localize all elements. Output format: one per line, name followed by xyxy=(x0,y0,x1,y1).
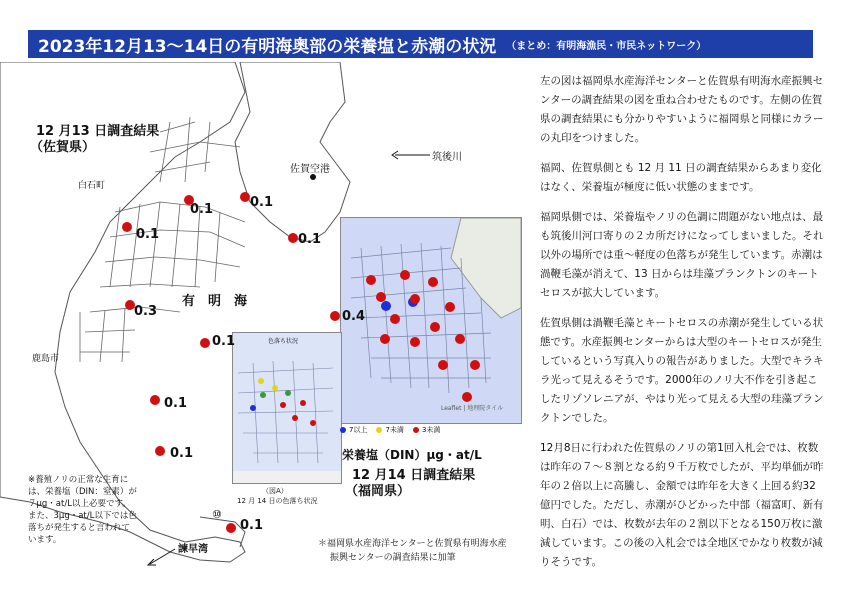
inset-a-dot-3 xyxy=(260,392,266,398)
saga-dot xyxy=(226,523,236,533)
fukuoka-dot xyxy=(430,322,440,332)
fukuoka-dot xyxy=(428,277,438,287)
marker-10: ⑩ xyxy=(212,508,222,521)
saga-dot xyxy=(122,222,132,232)
inset-a-legend-bar xyxy=(233,471,341,483)
paragraph-saga: 佐賀県側は渦鞭毛藻とキートセロスの赤潮が発生している状態です。水産振興センターからは大型のキートセロスが発生しているという写真入りの報告がありました。大型でキラキラ光って見えるそうです。2000年のノリ大不作を引き起こしたリゾソレニアが、やはり光って見える大型の珪藻プランクトンでした。 xyxy=(540,317,824,424)
legend-blue-swatch xyxy=(340,427,346,433)
fukuoka-survey-map xyxy=(340,217,522,424)
fukuoka-dot xyxy=(376,292,386,302)
saga-value: 0.4 xyxy=(342,309,366,324)
place-isahaya-bay: 諫早湾 xyxy=(178,544,208,555)
saga-value: 0.3 xyxy=(134,304,158,319)
title-banner xyxy=(28,30,813,58)
saga-dot xyxy=(155,446,165,456)
place-chikugo-river: 筑後川 xyxy=(432,152,462,163)
isahaya-arrow-line xyxy=(150,549,175,564)
body-text-column xyxy=(540,72,825,583)
saga-value: 0.1 xyxy=(136,227,160,242)
saga-value: 0.1 xyxy=(212,334,236,349)
fukuoka-result-title: 12 月14 日調査結果 xyxy=(352,468,476,483)
fukuoka-dot xyxy=(445,302,455,312)
saga-result-sub: （佐賀県） xyxy=(30,140,96,155)
inset-a-dot-4 xyxy=(285,390,291,396)
map-attribution: Leaflet | 地理院タイル xyxy=(441,405,504,412)
inset-a-dot-8 xyxy=(310,420,316,426)
place-saga-airport: 佐賀空港 xyxy=(290,164,330,175)
saga-dot xyxy=(200,338,210,348)
saga-value: 0.1 xyxy=(170,446,194,461)
fukuoka-result-sub: （福岡県） xyxy=(345,484,411,499)
inset-a-dot-2 xyxy=(272,385,278,391)
fukuoka-dot xyxy=(438,360,448,370)
fukuoka-dot xyxy=(410,294,420,304)
inset-a-dot-6 xyxy=(300,400,306,406)
fukuoka-dot xyxy=(380,334,390,344)
source-note-line1: ＊福岡県水産海洋センターと佐賀県有明海水産 xyxy=(318,539,507,549)
place-ariake-sea: 有 明 海 xyxy=(182,294,248,309)
fukuoka-dot xyxy=(400,270,410,280)
fukuoka-dot xyxy=(366,275,376,285)
nori-nutrient-note: ※養殖ノリの正常な生育には、栄養塩（DIN：窒素）が７μg・at/L以上必要です。また、3μg・at/L以下では色落ちが発生すると言われています。 xyxy=(28,475,137,545)
inset-a-dot-1 xyxy=(258,378,264,384)
fukuoka-dot xyxy=(470,360,480,370)
saga-result-title: 12 月13 日調査結果 xyxy=(36,124,160,139)
legend-yellow-swatch xyxy=(376,427,382,433)
title-credit: （まとめ：有明海漁民・市民ネットワーク） xyxy=(506,40,707,52)
legend-red-swatch xyxy=(413,427,419,433)
ariake-sea-map xyxy=(0,62,525,595)
saga-value: 0.1 xyxy=(190,202,214,217)
fukuoka-dot-blue-1 xyxy=(381,301,391,311)
place-shiroishi: 白石町 xyxy=(78,181,106,191)
saga-dot xyxy=(150,395,160,405)
page-title: 2023年12月13〜14日の有明海奥部の栄養塩と赤潮の状況 xyxy=(38,36,497,57)
inset-a-caption: （図A） xyxy=(262,487,288,495)
paragraph-status: 福岡、佐賀県側とも 12 月 11 日の調査結果からあまり変化はなく、栄養塩が極度に低い状態のままです。 xyxy=(540,162,822,193)
saga-dot xyxy=(240,192,250,202)
inset-a-legend-title: 色落ち状況 xyxy=(268,338,299,345)
legend-yellow-label: 7以上 xyxy=(349,426,368,434)
source-note-line2: 振興センターの調査結果に加筆 xyxy=(330,553,456,563)
paragraph-fukuoka: 福岡県側では、栄養塩やノリの色調に問題がない地点は、最も筑後川河口寄りの２カ所だけになってしまいました。それ以外の場所では重〜軽度の色落ちが発生しています。赤潮は渦鞭毛藻が消えて、13 日からは珪藻プランクトンのキートセロスが拡大しています。 xyxy=(540,211,824,299)
paragraph-overview: 左の図は福岡県水産海洋センターと佐賀県有明海水産振興センターの調査結果の図を重ね合わせたものです。左側の佐賀県の調査結果にも分かりやすいように福岡県と同様にカラーの丸印をつけました。 xyxy=(540,75,824,144)
fukuoka-dot xyxy=(462,392,472,402)
inset-a-map xyxy=(232,332,342,484)
saga-dot xyxy=(288,233,298,243)
saga-value: 0.1 xyxy=(298,232,322,247)
fukuoka-dot xyxy=(455,334,465,344)
inset-a-dot-9 xyxy=(250,405,256,411)
place-kashima: 鹿島市 xyxy=(32,354,60,364)
fukuoka-dot xyxy=(410,337,420,347)
legend-blue-label: 7未満 xyxy=(385,426,404,434)
din-unit-label: 栄養塩（DIN）μg・at/L xyxy=(342,448,482,462)
saga-value: 0.1 xyxy=(164,396,188,411)
paragraph-auction: 12月8日に行われた佐賀県のノリの第1回入札会では、枚数は昨年の７〜８割となる約９千万枚でしたが、平均単価が昨年の２倍以上に高騰し、金額では昨年を大きく上回る約32億円でした。ただし、赤潮がひどかった中部（福富町、新有明、白石）では、枚数が去年の２割以下となる150万枚に激減しています。この後の入札会では全地区でかなり枚数が減りそうです。 xyxy=(540,442,824,568)
inset-a-drawing xyxy=(233,333,341,483)
saga-value: 0.1 xyxy=(250,195,274,210)
legend-red-label: 3未満 xyxy=(421,426,441,434)
inset-a-dot-5 xyxy=(280,402,286,408)
fukuoka-legend xyxy=(340,425,440,435)
saga-value: 0.1 xyxy=(240,518,264,533)
fukuoka-dot xyxy=(390,314,400,324)
saga-dot xyxy=(330,311,340,321)
inset-a-dot-7 xyxy=(292,415,298,421)
fukuoka-grid-drawing xyxy=(341,218,521,423)
inset-a-subcaption: 12 月 14 日の色落ち状況 xyxy=(237,497,318,505)
land-north-outline xyxy=(235,62,350,242)
isahaya-arrow-head xyxy=(148,559,156,565)
